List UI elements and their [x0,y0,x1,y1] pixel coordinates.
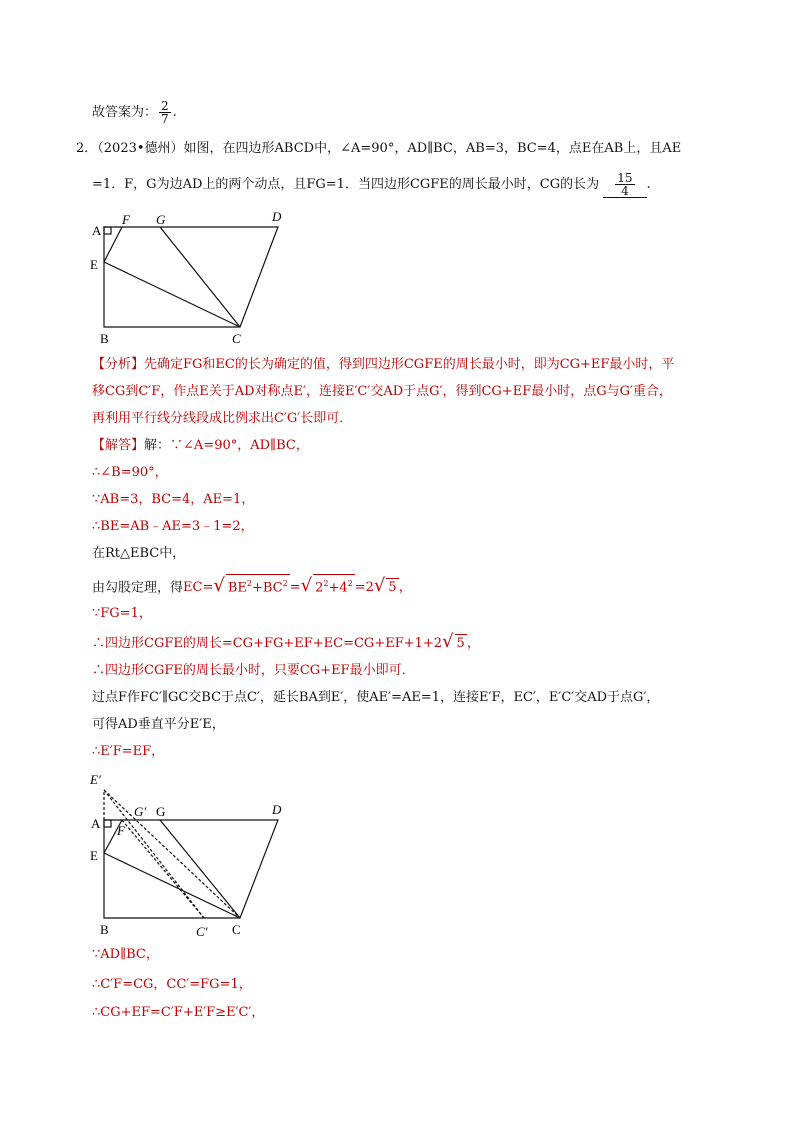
solution-line-8: ∴四边形CGFE的周长=CG+FG+EF+EC=CG+EF+1+2√ 5 ， [92,631,480,652]
analysis-line-3 [92,410,352,428]
problem-text-1: 如图，在四边形ABCD中，∠A=90°，AD∥BC，AB=3，BC=4，点E在AB上，且AE [183,141,682,156]
label-A: A [92,223,102,238]
solution-text-10: 过点F作FC′∥GC交BC于点C′，延长BA到E′，使AE′=AE=1，连接E′F，EC′，E′C′交AD于点G′， [92,690,660,705]
label-G-prime: G′ [134,804,147,819]
analysis-text-1: 先确定FG和EC的长为确定的值，得到四边形CGFE的周长最小时，即为CG+EF最小时，平 [144,357,675,372]
analysis-text-3: 再利用平行线分线段成比例求出C′G′长即可． [92,411,353,426]
result-coef: =2 [354,580,374,596]
solution-text-9: ∴四边形CGFE的周长最小时，只要CG+EF最小即可． [92,663,415,678]
label-C: C [232,331,241,346]
label-C: C [232,922,241,937]
sqrt-2-term-b: +4 [328,580,348,596]
sqrt-2 [313,574,355,597]
exponent: 2 [347,579,353,588]
solution-prefix: 解： [144,438,171,453]
solution-line-7 [92,605,152,623]
exponent: 2 [246,579,252,588]
label-B: B [100,331,109,346]
fraction-numerator: 15 [617,171,633,185]
problem-number: 2． [76,141,98,156]
problem-line-2 [92,172,651,198]
solution-line-1 [92,437,309,455]
solution-line-3 [92,491,254,509]
period: . [646,177,651,192]
period: . [172,105,177,120]
solution-text-5: 在Rt△EBC中， [92,546,186,561]
label-C-prime: C′ [196,924,208,939]
result-radicand: 5 [388,580,397,596]
comma: ， [466,636,480,651]
problem-line-1 [76,140,681,158]
analysis-text-2: 移CG到C′F，作点E关于AD对称点E′，连接E′C′交AD于点G′，得到CG+EF最小时，点G与G′重合， [92,384,672,399]
answer-blank [603,172,646,198]
fraction-numerator: 2 [161,99,169,113]
solution-text-8: ∴四边形CGFE的周长=CG+FG+EF+EC=CG+EF+1+ [92,636,434,651]
label-F: F [117,823,125,838]
exponent: 2 [282,579,288,588]
sqrt-2-term-a: 2 [315,580,324,596]
sqrt-1-term-a: BE [227,580,247,596]
solution-line-14 [92,976,252,994]
label-B: B [100,922,109,937]
label-D: D [272,209,282,224]
problem-text-2: =1．F，G为边AD上的两个动点，且FG=1．当四边形CGFE的周长最小时，CG的长为 [92,177,600,192]
sqrt-1-term-b: +BC [251,580,283,596]
previous-answer-fraction [159,100,171,125]
previous-answer-label: 故答案为： [92,105,158,120]
analysis-tag: 【分析】 [92,357,145,372]
pythagoras-expression: EC=√ $BE^2+BC^2$ =√ $2^2+4^2 =2√$ 5 ， [183,575,412,597]
solution-line-9 [92,662,415,680]
solution-text-11: 可得AD垂直平分E′E， [92,717,225,732]
solution-text-4: ∴BE=AB﹣AE=3﹣1=2， [92,519,254,534]
solution-text-13: ∵AD∥BC， [92,947,159,962]
solution-text-2: ∴∠B=90°， [92,465,168,480]
problem-source: （2023•德州） [97,141,184,156]
analysis-line-1 [92,356,674,374]
fraction-denominator: 4 [621,184,629,198]
solution-text-15: ∴CG+EF=C′F+E′F≥E′C′， [92,1005,265,1020]
label-G: G [156,804,166,819]
solution-line-2 [92,464,168,482]
label-E-prime: E′ [90,772,101,787]
solution-tag: 【解答】 [92,438,145,453]
equals: = [289,580,301,596]
solution-text-6-prefix: 由勾股定理，得 [92,580,184,596]
solution-line-13 [92,946,159,964]
label-G: G [156,212,166,227]
solution-text-14: ∴C′F=CG，CC′=FG=1， [92,977,252,992]
comma: ， [398,580,412,596]
solution-text-3: ∵AB=3，BC=4，AE=1， [92,492,255,507]
solution-text-12: ∴E′F=EF， [92,744,165,759]
solution-text-7: ∵FG=1， [92,606,152,621]
solution-text-1: ∵∠A=90°，AD∥BC， [170,438,309,453]
figure-1-quadrilateral [80,205,300,350]
label-E: E [90,848,98,863]
solution-line-11 [92,716,225,734]
sqrt-1 [226,574,290,597]
solution-line-4 [92,518,254,536]
figure-2-construction [80,768,300,940]
answer-fraction [615,172,634,197]
analysis-line-2 [92,383,672,401]
solution-line-5 [92,545,185,563]
label-D: D [272,802,282,817]
exponent: 2 [323,579,329,588]
expr-ec: EC= [183,580,214,596]
fraction-denominator: 7 [161,112,169,126]
perimeter-coef: 2 [433,636,443,651]
label-E: E [90,257,98,272]
solution-line-10 [92,689,659,707]
perimeter-radicand: 5 [456,636,465,651]
solution-line-6 [92,574,412,597]
label-F: F [122,212,130,227]
solution-line-12 [92,743,164,761]
label-A: A [91,816,101,831]
previous-answer-line [92,100,177,125]
solution-line-15 [92,1004,264,1022]
